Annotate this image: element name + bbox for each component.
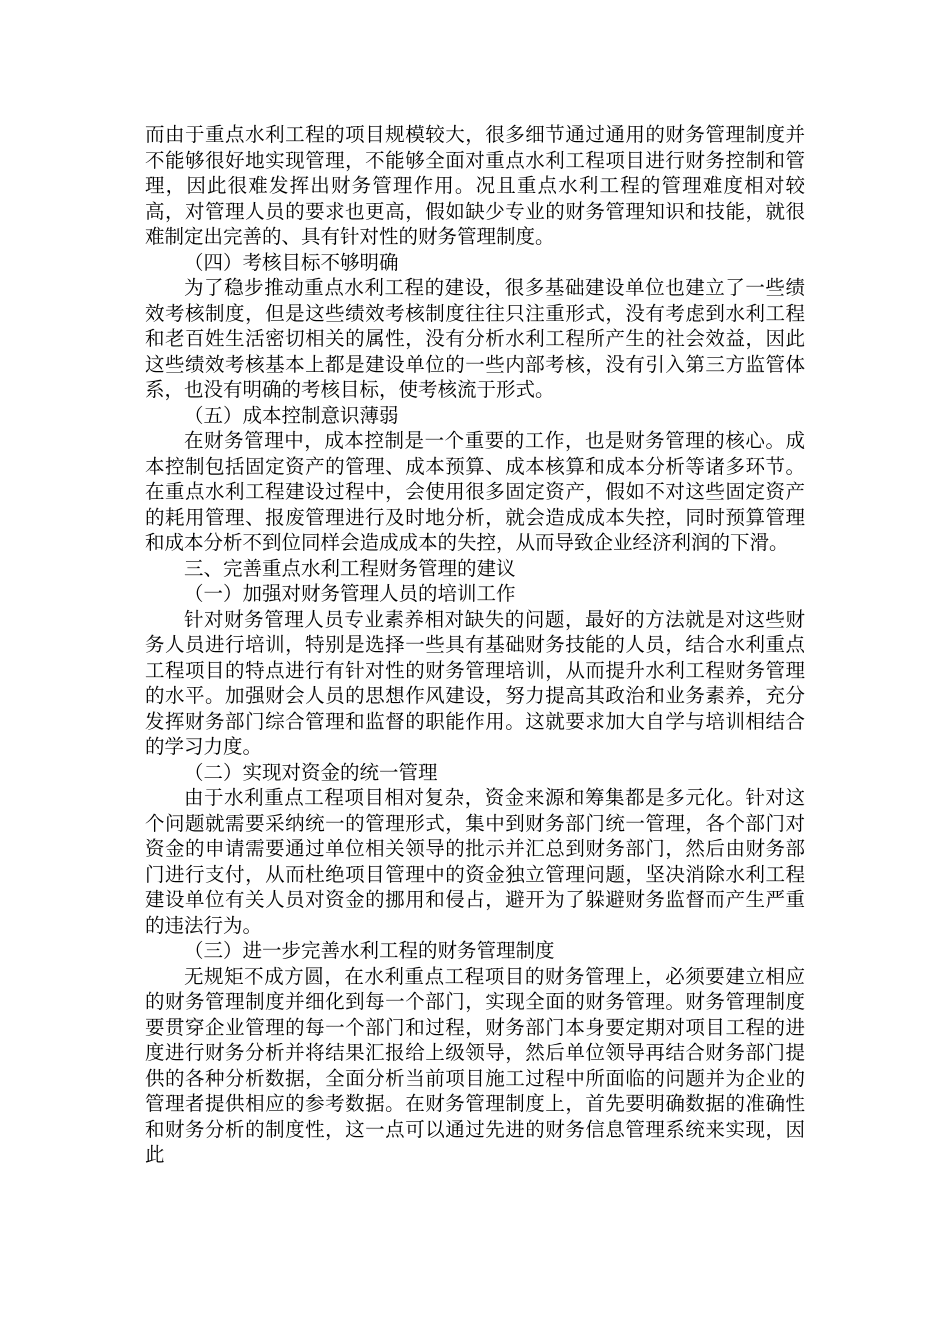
paragraph-system: 无规矩不成方圆，在水利重点工程项目的财务管理上，必须要建立相应的财务管理制度并细化到每一个部门，实现全面的财务管理。财务管理制度要贯穿企业管理的每一个部门和过程，财务部门本身要定期对项目工程的进度进行财务分析并将结果汇报给上级领导，然后单位领导再结合财务部门提供的各种分析数据，全面分析当前项目施工过程中所面临的问题并为企业的管理者提供相应的参考数据。在财务管理制度上，首先要明确数据的准确性和财务分析的制度性，这一点可以通过先进的财务信息管理系统来实现，因此 <box>145 964 805 1166</box>
section-heading-4: （四）考核目标不够明确 <box>184 250 399 274</box>
paragraph-training: 针对财务管理人员专业素养相对缺失的问题，最好的方法就是对这些财务人员进行培训，特别是选择一些具有基础财务技能的人员，结合水利重点工程项目的特点进行有针对性的财务管理培训，从而提升水利工程财务管理的水平。加强财会人员的思想作风建设，努力提高其政治和业务素养，充分发挥财务部门综合管理和监督的职能作用。这就要求加大自学与培训相结合的学习力度。 <box>145 607 805 758</box>
section-heading-5: （五）成本控制意识薄弱 <box>184 403 399 427</box>
section-heading-3: （三）进一步完善水利工程的财务管理制度 <box>184 939 555 962</box>
section-heading-2: （二）实现对资金的统一管理 <box>184 760 438 784</box>
document-body <box>145 122 805 1168</box>
paragraph-funds: 由于水利重点工程项目相对复杂，资金来源和筹集都是多元化。针对这个问题就需要采纳统一的管理形式，集中到财务部门统一管理，各个部门对资金的申请需要通过单位相关领导的批示并汇总到财务部门，然后由财务部门进行支付，从而杜绝项目管理中的资金独立管理问题，坚决消除水利工程建设单位有关人员对资金的挪用和侵占，避开为了躲避财务监督而产生严重的违法行为。 <box>145 786 805 937</box>
paragraph-cost-control: 在财务管理中，成本控制是一个重要的工作，也是财务管理的核心。成本控制包括固定资产的管理、成本预算、成本核算和成本分析等诸多环节。在重点水利工程建设过程中，会使用很多固定资产，假如不对这些固定资产的耗用管理、报废管理进行及时地分析，就会造成成本失控，同时预算管理和成本分析不到位同样会造成成本的失控，从而导致企业经济利润的下滑。 <box>145 429 805 554</box>
paragraph-assessment: 为了稳步推动重点水利工程的建设，很多基础建设单位也建立了一些绩效考核制度，但是这些绩效考核制度往往只注重形式，没有考虑到水利工程和老百姓生活密切相关的属性，没有分析水利工程所产生的社会效益，因此这些绩效考核基本上都是建设单位的一些内部考核，没有引入第三方监管体系，也没有明确的考核目标，使考核流于形式。 <box>145 276 805 401</box>
chapter-heading-3: 三、完善重点水利工程财务管理的建议 <box>184 556 516 580</box>
section-heading-1: （一）加强对财务管理人员的培训工作 <box>184 582 516 605</box>
paragraph-continuation: 而由于重点水利工程的项目规模较大，很多细节通过通用的财务管理制度并不能够很好地实现管理，不能够全面对重点水利工程项目进行财务控制和管理，因此很难发挥出财务管理作用。况且重点水利工程的管理难度相对较高，对管理人员的要求也更高，假如缺少专业的财务管理知识和技能，就很难制定出完善的、具有针对性的财务管理制度。 <box>145 123 805 248</box>
